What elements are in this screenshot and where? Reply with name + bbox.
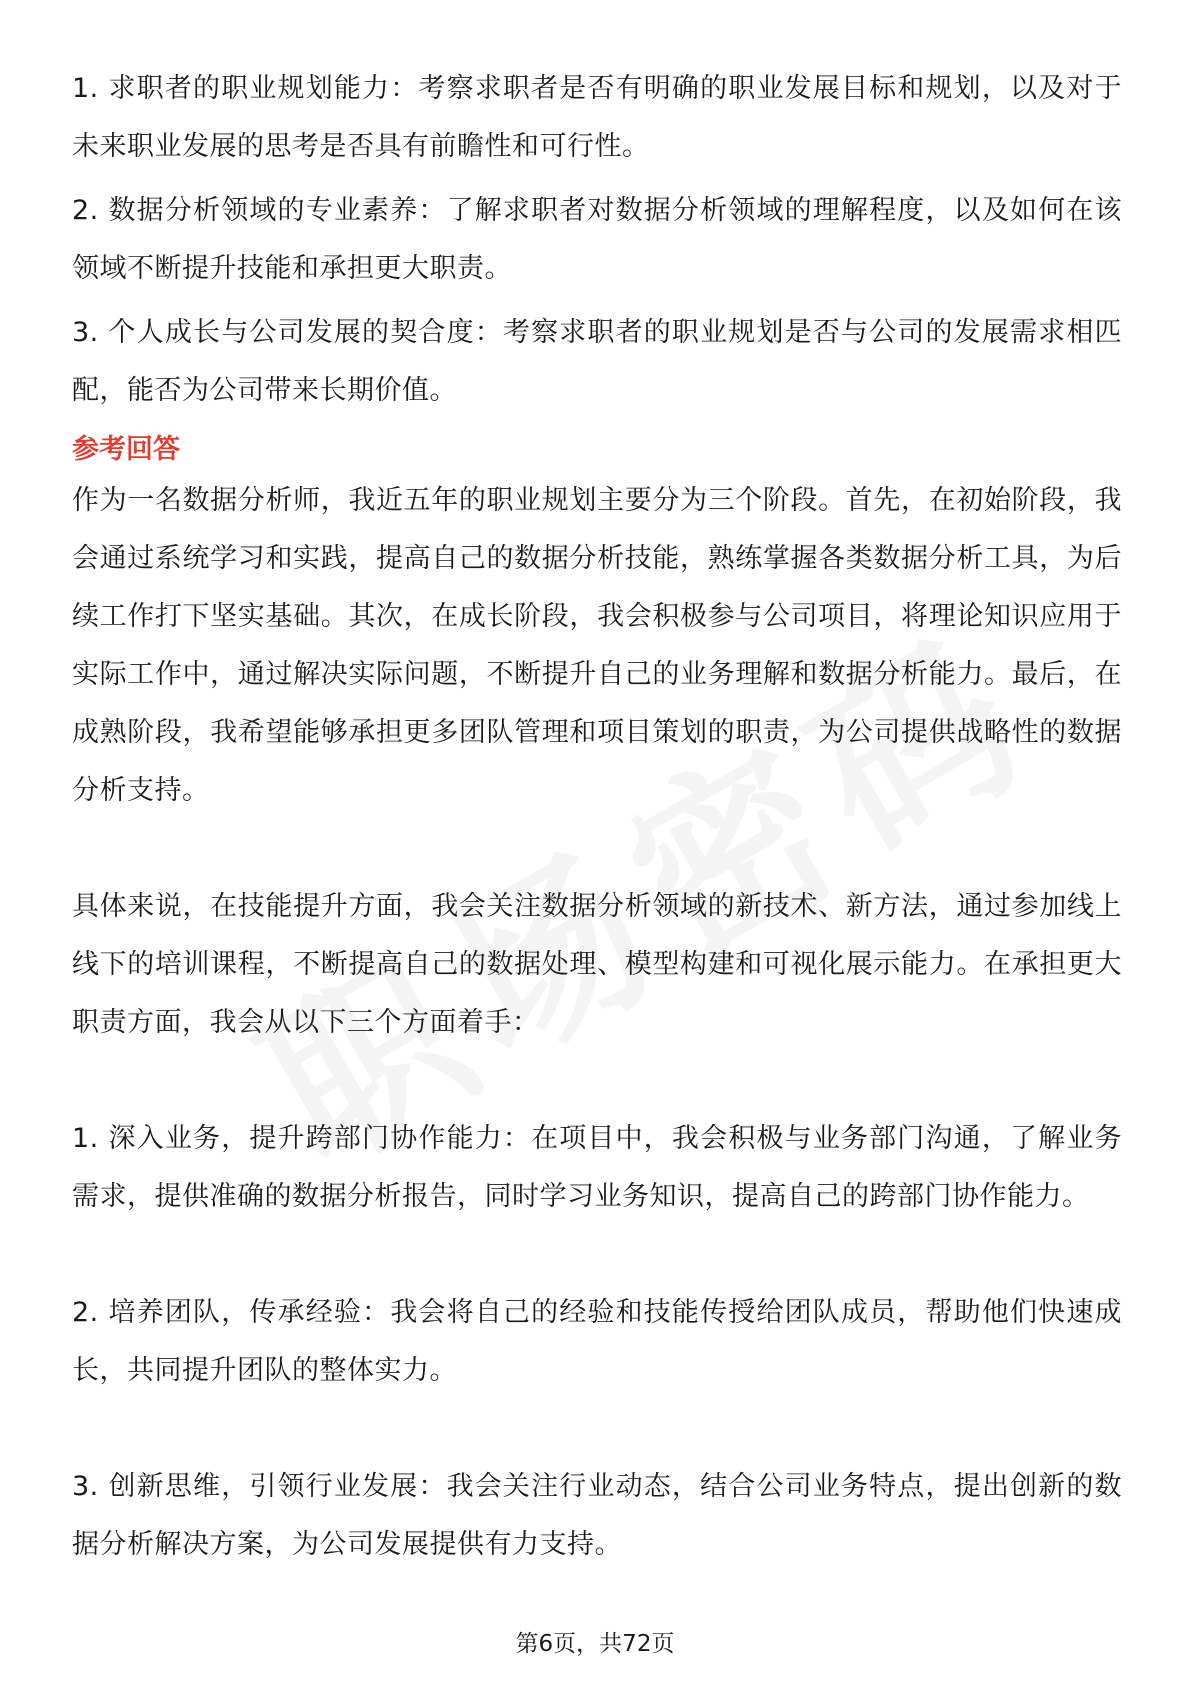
answer-point-3: 3. 创新思维，引领行业发展：我会关注行业动态，结合公司业务特点，提出创新的数据分析解决方案，为公司发展提供有力支持。: [72, 1471, 1122, 1560]
answer-point-2: 2. 培养团队，传承经验：我会将自己的经验和技能传授给团队成员，帮助他们快速成长，共同提升团队的整体实力。: [72, 1297, 1122, 1386]
answer-intro-paragraph: 作为一名数据分析师，我近五年的职业规划主要分为三个阶段。首先，在初始阶段，我会通过系统学习和实践，提高自己的数据分析技能，熟练掌握各类数据分析工具，为后续工作打下坚实基础。其次，在成长阶段，我会积极参与公司项目，将理论知识应用于实际工作中，通过解决实际问题，不断提升自己的业务理解和数据分析能力。最后，在成熟阶段，我希望能够承担更多团队管理和项目策划的职责，为公司提供战略性的数据分析支持。: [72, 485, 1122, 806]
document-page: [72, 60, 1122, 1574]
criteria-item-2: 2. 数据分析领域的专业素养：了解求职者对数据分析领域的理解程度，以及如何在该领域不断提升技能和承担更大职责。: [72, 195, 1122, 284]
page-number-footer: 第6页，共72页: [515, 1631, 675, 1657]
answer-heading: 参考回答: [72, 434, 180, 465]
criteria-item-1: 1. 求职者的职业规划能力：考察求职者是否有明确的职业发展目标和规划，以及对于未来职业发展的思考是否具有前瞻性和可行性。: [72, 73, 1122, 162]
answer-detail-paragraph: 具体来说，在技能提升方面，我会关注数据分析领域的新技术、新方法，通过参加线上线下的培训课程，不断提高自己的数据处理、模型构建和可视化展示能力。在承担更大职责方面，我会从以下三个方面着手：: [72, 891, 1122, 1038]
criteria-item-3: 3. 个人成长与公司发展的契合度：考察求职者的职业规划是否与公司的发展需求相匹配，能否为公司带来长期价值。: [72, 317, 1122, 406]
answer-point-1: 1. 深入业务，提升跨部门协作能力：在项目中，我会积极与业务部门沟通，了解业务需求，提供准确的数据分析报告，同时学习业务知识，提高自己的跨部门协作能力。: [72, 1123, 1122, 1212]
